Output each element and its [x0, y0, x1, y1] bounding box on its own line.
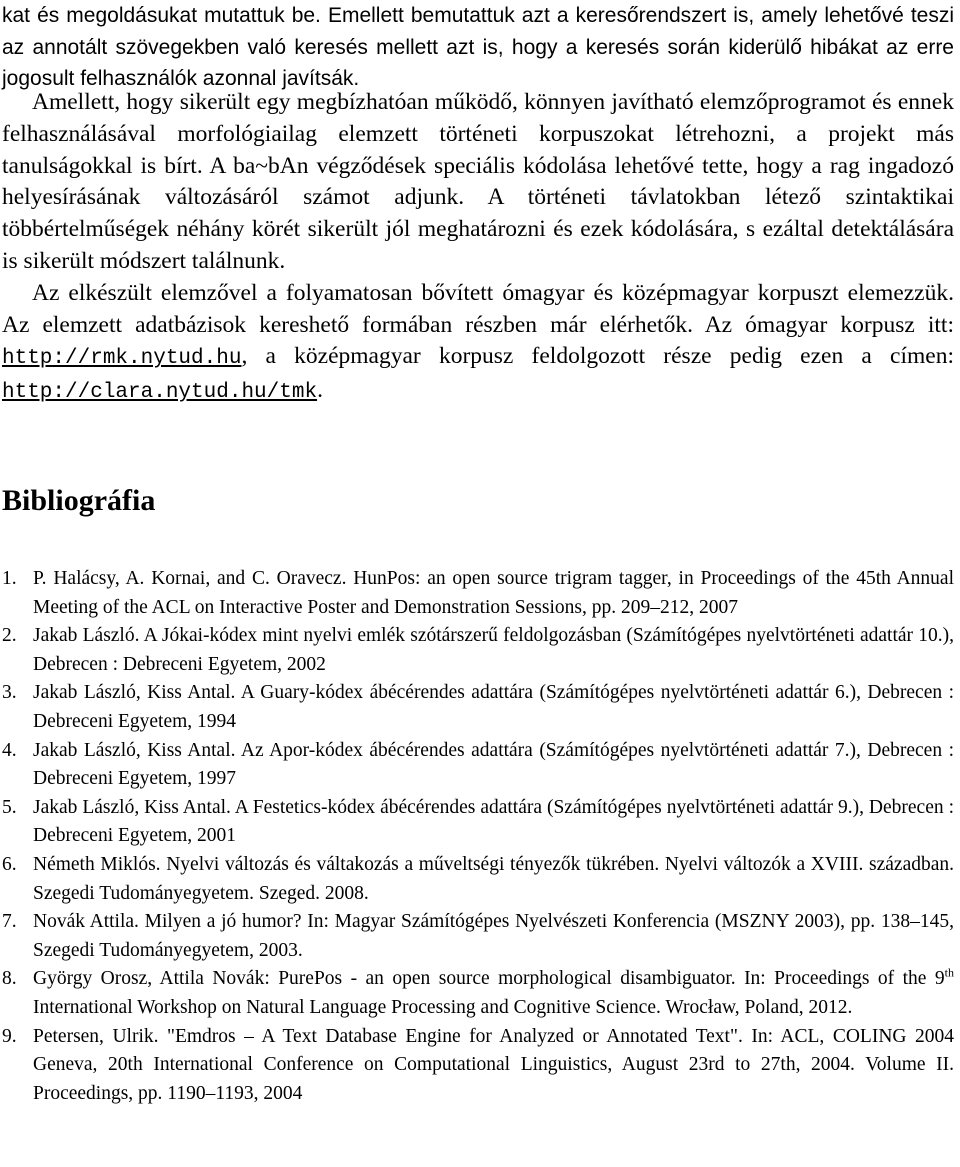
reference-text: Jakab László, Kiss Antal. A Festetics-kódex ábécérendes adattára (Számítógépes nyelvtörténeti adattár 9.), Debrecen : Debreceni Egyetem, 2001: [33, 796, 954, 847]
reference-item: [2, 851, 954, 908]
reference-item: [2, 965, 954, 1022]
reference-number: 3.: [2, 682, 17, 704]
corpus-text-a: Az elkészült elemzővel a folyamatosan bővített ómagyar és középmagyar korpuszt elemezzük. Az elemzett adatbázisok kereshető formában részben már elérhetők. Az ómagyar korpusz itt:: [2, 279, 954, 338]
rmk-link[interactable]: http://rmk.nytud.hu: [2, 347, 242, 371]
body-text: [2, 87, 954, 409]
reference-text: Németh Miklós. Nyelvi változás és váltakozás a műveltségi tényezők tükrében. Nyelvi változók a XVIII. században. Szegedi Tudományegyetem. Szeged. 2008.: [33, 853, 954, 904]
reference-text: Jakab László, Kiss Antal. Az Apor-kódex ábécérendes adattára (Számítógépes nyelvtörténeti adattár 7.), Debrecen : Debreceni Egyetem, 1997: [33, 739, 954, 790]
reference-text: Petersen, Ulrik. "Emdros – A Text Database Engine for Analyzed or Annotated Text". In: ACL, COLING 2004 Geneva, 20th International Conference on Computational Linguistics, August 23rd to 27th, 2004. Volume II. Proceedings, pp. 1190–1193, 2004: [33, 1025, 954, 1104]
reference-text: Jakab László, Kiss Antal. A Guary-kódex ábécérendes adattára (Számítógépes nyelvtörténeti adattár 6.), Debrecen : Debreceni Egyetem, 1994: [33, 682, 954, 732]
reference-number: 9.: [2, 1025, 17, 1047]
reference-item: [2, 1023, 954, 1109]
reference-item: [2, 622, 954, 679]
reference-text: Jakab László. A Jókai-kódex mint nyelvi emlék szótárszerű feldolgozásban (Számítógépes nyelvtörténeti adattár 10.), Debrecen : Debreceni Egyetem, 2002: [33, 625, 954, 675]
reference-superscript: th: [944, 965, 954, 980]
reference-text: Novák Attila. Milyen a jó humor? In: Magyar Számítógépes Nyelvészeti Konferencia (MSZNY 2003), pp. 138–145, Szegedi Tudományegyetem, 2003.: [33, 911, 954, 961]
reference-number: 6.: [2, 853, 17, 875]
reference-text-a: György Orosz, Attila Novák: PurePos - an open source morphological disambiguator. In: Proceedings of the 9: [33, 968, 945, 990]
corpus-text-b: , a középmagyar korpusz feldolgozott része pedig ezen a címen:: [241, 343, 954, 370]
reference-number: 1.: [2, 568, 17, 589]
paragraph-corpus: [2, 278, 954, 409]
corpus-text-c: .: [317, 377, 323, 404]
reference-number: 5.: [2, 796, 17, 818]
intro-paragraph: kat és megoldásukat mutattuk be. Emellett bemutattuk azt a keresőrendszert is, amely lehetővé teszi az annotált szövegekben való keresés mellett azt is, hogy a keresés során kiderülő hibákat az erre jogosult felhasználók azonnal javítsák.: [2, 4, 954, 90]
clara-tmk-link[interactable]: http://clara.nytud.hu/tmk: [2, 381, 318, 405]
reference-number: 7.: [2, 911, 17, 933]
reference-number: 2.: [2, 625, 17, 647]
reference-item: [2, 908, 954, 965]
reference-item: [2, 565, 954, 622]
reference-item: [2, 679, 954, 736]
reference-list: [2, 565, 954, 1108]
reference-item: [2, 737, 954, 794]
reference-number: 8.: [2, 968, 17, 990]
reference-text-b: International Workshop on Natural Language Processing and Cognitive Science. Wrocław, Poland, 2012.: [33, 996, 853, 1018]
reference-text: P. Halácsy, A. Kornai, and C. Oravecz. HunPos: an open source trigram tagger, in Proceedings of the 45th Annual Meeting of the ACL on Interactive Poster and Demonstration Sessions, pp. 209–212, 2007: [33, 568, 954, 618]
reference-number: 4.: [2, 739, 17, 761]
reference-item: [2, 794, 954, 851]
bibliography-heading: Bibliográfia: [2, 484, 156, 517]
paragraph-findings: Amellett, hogy sikerült egy megbízhatóan működő, könnyen javítható elemzőprogramot és ennek felhasználásával morfológiailag elemzett történeti korpuszokat létrehozni, a projekt más tanulságokkal is bírt. A ba~bAn végződések speciális kódolása lehetővé tette, hogy a rag ingadozó helyesírásának változásáról számot adjunk. A történeti távlatokban létező szintaktikai többértelműségek néhány körét sikerült jól meghatározni és ezek kódolására, s ezáltal detektálására is sikerült módszert találnunk.: [2, 89, 954, 274]
